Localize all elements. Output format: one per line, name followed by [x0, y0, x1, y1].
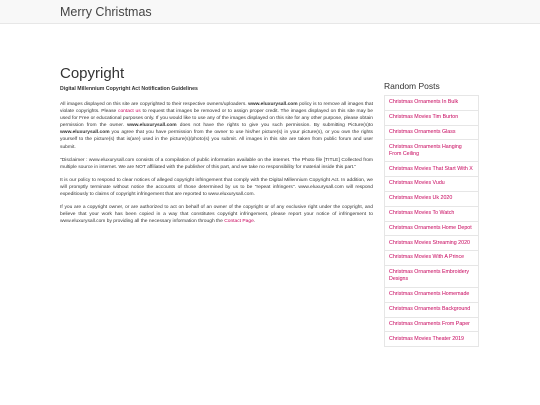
random-post-link[interactable]: Christmas Ornaments Background	[384, 303, 479, 318]
random-post-link[interactable]: Christmas Ornaments Embroidery Designs	[384, 266, 479, 288]
contact-page-link[interactable]: Contact Page	[224, 219, 254, 225]
random-post-link[interactable]: Christmas Ornaments Hanging From Ceiling	[384, 140, 479, 162]
site-title-link[interactable]: Merry Christmas	[60, 4, 152, 19]
infringement-report-paragraph	[60, 204, 373, 225]
page-title: Copyright	[60, 65, 125, 82]
policy-paragraph	[60, 101, 373, 151]
site-domain-bold: www.eluxurysall.com	[248, 102, 298, 107]
random-post-link[interactable]: Christmas Ornaments Homemade	[384, 288, 479, 303]
random-post-link[interactable]: Christmas Ornaments In Bulk	[384, 96, 479, 111]
random-post-link[interactable]: Christmas Ornaments Home Depot	[384, 222, 479, 237]
random-post-link[interactable]: Christmas Movies Uk 2020	[384, 192, 479, 207]
random-posts-list	[384, 95, 479, 347]
random-post-link[interactable]: Christmas Movies Vudu	[384, 177, 479, 192]
page-subtitle: Digital Millennium Copyright Act Notification Guidelines	[60, 86, 198, 92]
site-domain-bold: www.eluxurysall.com	[60, 130, 110, 136]
random-post-link[interactable]: Christmas Ornaments Glass	[384, 126, 479, 141]
random-post-link[interactable]: Christmas Movies To Watch	[384, 207, 479, 222]
random-post-link[interactable]: Christmas Movies Streaming 2020	[384, 236, 479, 251]
dmca-policy-paragraph: It is our policy to respond to clear notices of alleged copyright infringement that comply with the Digital Millennium Copyright Act. In addition, we will promptly terminate without notice the accounts of those determined by us to be "repeat infringers". www.eluxurysall.com will respond expeditiously to claims of copyright infringement that are reported to www.eluxurysall.com.	[60, 177, 373, 198]
top-navbar	[0, 0, 540, 24]
random-posts-heading: Random Posts	[384, 81, 440, 91]
main-article	[60, 65, 373, 231]
random-post-link[interactable]: Christmas Ornaments From Paper	[384, 318, 479, 333]
random-post-link[interactable]: Christmas Movies With A Prince	[384, 251, 479, 266]
policy-text-5: you agree that you have permission from the owner to use his/her picture(s) in your picture(s), or you own the rights yourself to the picture(s) that is(are) used in the picture(s)/photo(s) you submit. All images in this site are taken from public forum and user submit.	[60, 130, 373, 150]
site-domain-bold: www.eluxurysall.com	[127, 123, 177, 129]
policy-text-4: does not have the rights to give you such permission. By submitting Picture(s)to	[176, 123, 374, 129]
sidebar	[384, 81, 479, 347]
report-text-2: .	[253, 219, 256, 225]
disclaimer-paragraph: "Disclaimer : www.eluxurysall.com consists of a compilation of public information available on the internet. The Photo file [TITLE] Collected from multiple source in internet. We are NOT affiliated with the publisher of this part, and we take no responsibility for material inside this part."	[60, 157, 373, 170]
policy-text-1: All images displayed on this site are copyrighted to their respective owners/uploaders.	[60, 102, 249, 107]
report-text-1: If you are a copyright owner, or are authorized to act on behalf of an owner of the copyright or of any exclusive right under the copyright, and believe that your work has been copied in a way that constitutes copyright infringement, please report your notice of infringement to www.eluxurysall.com by providing all the necessary information through the	[60, 205, 373, 225]
contact-us-link[interactable]: contact us	[118, 109, 141, 115]
random-post-link[interactable]: Christmas Movies Theater 2019	[384, 332, 479, 347]
policy-text-3: to request that images be removed or to assign proper credit. The images displayed on this site may be used for Free or educational purposes only. If you would like to use any of the images displayed on this site for any other purpose, please obtain permission from the owner.	[60, 109, 373, 129]
random-post-link[interactable]: Christmas Movies Tim Burton	[384, 111, 479, 126]
policy-text-2: policy is to remove all images that violate copyrights. Please	[60, 102, 374, 115]
random-post-link[interactable]: Christmas Movies That Start With X	[384, 162, 479, 177]
